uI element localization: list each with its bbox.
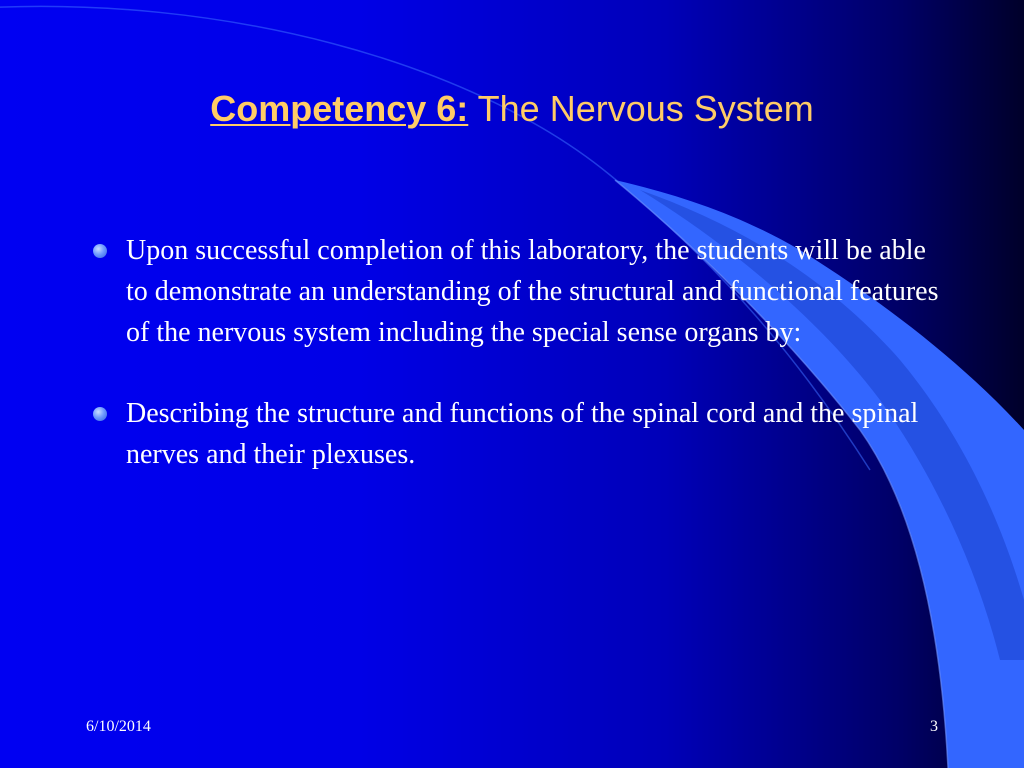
page-number: 3 <box>930 718 938 735</box>
bullet-item <box>88 230 948 353</box>
bullet-text: Describing the structure and functions of the spinal cord and the spinal nerves and their plexuses. <box>126 398 919 470</box>
bullet-item <box>88 393 948 475</box>
bullet-list <box>88 230 948 515</box>
title-rest: The Nervous System <box>477 88 814 129</box>
footer-date: 6/10/2014 <box>86 718 151 735</box>
slide-title <box>0 86 1024 132</box>
bullet-dot-icon <box>93 407 107 421</box>
title-prefix: Competency 6: <box>210 88 469 129</box>
bullet-text: Upon successful completion of this laboratory, the students will be able to demonstrate an understanding of the structural and functional features of the nervous system including the special sense organs by: <box>126 235 939 348</box>
bullet-dot-icon <box>93 244 107 258</box>
